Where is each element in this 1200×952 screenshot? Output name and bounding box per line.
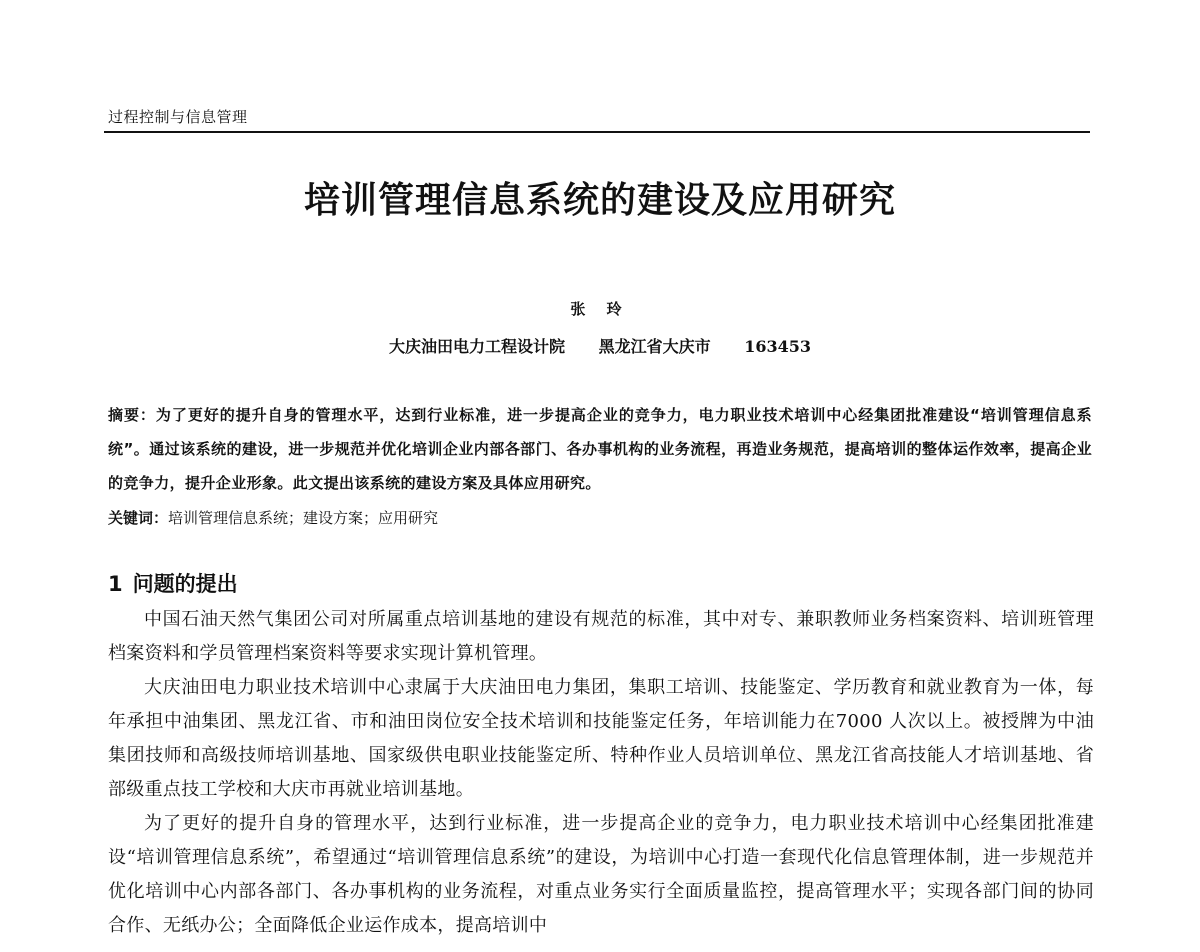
affiliation — [0, 334, 1200, 357]
section-number: 1 — [108, 572, 123, 596]
keywords-text: 培训管理信息系统；建设方案；应用研究 — [168, 509, 439, 527]
affiliation-postcode: 163453 — [744, 337, 811, 356]
abstract-label: 摘要： — [108, 406, 156, 424]
author-name: 张 玲 — [570, 300, 630, 318]
body-paragraph: 大庆油田电力职业技术培训中心隶属于大庆油田电力集团，集职工培训、技能鉴定、学历教育和就业教育为一体，每年承担中油集团、黑龙江省、市和油田岗位安全技术培训和技能鉴定任务，年培训能力在7000 人次以上。被授牌为中油集团技师和高级技师培训基地、国家级供电职业技能鉴定所、特种作业人员培训单位、黑龙江省高技能人才培训基地、省部级重点技工学校和大庆市再就业培训基地。 — [108, 677, 1094, 800]
affiliation-institution: 大庆油田电力工程设计院 — [389, 337, 566, 356]
paper-title: 培训管理信息系统的建设及应用研究 — [303, 180, 896, 221]
affiliation-location: 黑龙江省大庆市 — [598, 337, 711, 356]
section-heading — [108, 568, 238, 598]
running-head: 过程控制与信息管理 — [108, 108, 248, 126]
section-title: 问题的提出 — [132, 572, 238, 596]
header-rule — [104, 131, 1090, 133]
body-paragraph: 为了更好的提升自身的管理水平，达到行业标准，进一步提高企业的竞争力，电力职业技术培训中心经集团批准建设“培训管理信息系统”，希望通过“培训管理信息系统”的建设，为培训中心打造一套现代化信息管理体制，进一步规范并优化培训中心内部各部门、各办事机构的业务流程，对重点业务实行全面质量监控，提高管理水平；实现各部门间的协同合作、无纸办公；全面降低企业运作成本，提高培训中 — [108, 813, 1094, 936]
keywords — [108, 506, 1092, 530]
section-body — [108, 603, 1094, 943]
abstract-text: 为了更好的提升自身的管理水平，达到行业标准，进一步提高企业的竞争力，电力职业技术培训中心经集团批准建设“培训管理信息系统”。通过该系统的建设，进一步规范并优化培训企业内部各部门、各办事机构的业务流程，再造业务规范，提高培训的整体运作效率，提高企业的竞争力，提升企业形象。此文提出该系统的建设方案及具体应用研究。 — [108, 406, 1092, 492]
abstract — [108, 398, 1092, 500]
body-paragraph: 中国石油天然气集团公司对所属重点培训基地的建设有规范的标准，其中对专、兼职教师业务档案资料、培训班管理档案资料和学员管理档案资料等要求实现计算机管理。 — [108, 609, 1094, 664]
keywords-label: 关键词： — [108, 509, 169, 527]
